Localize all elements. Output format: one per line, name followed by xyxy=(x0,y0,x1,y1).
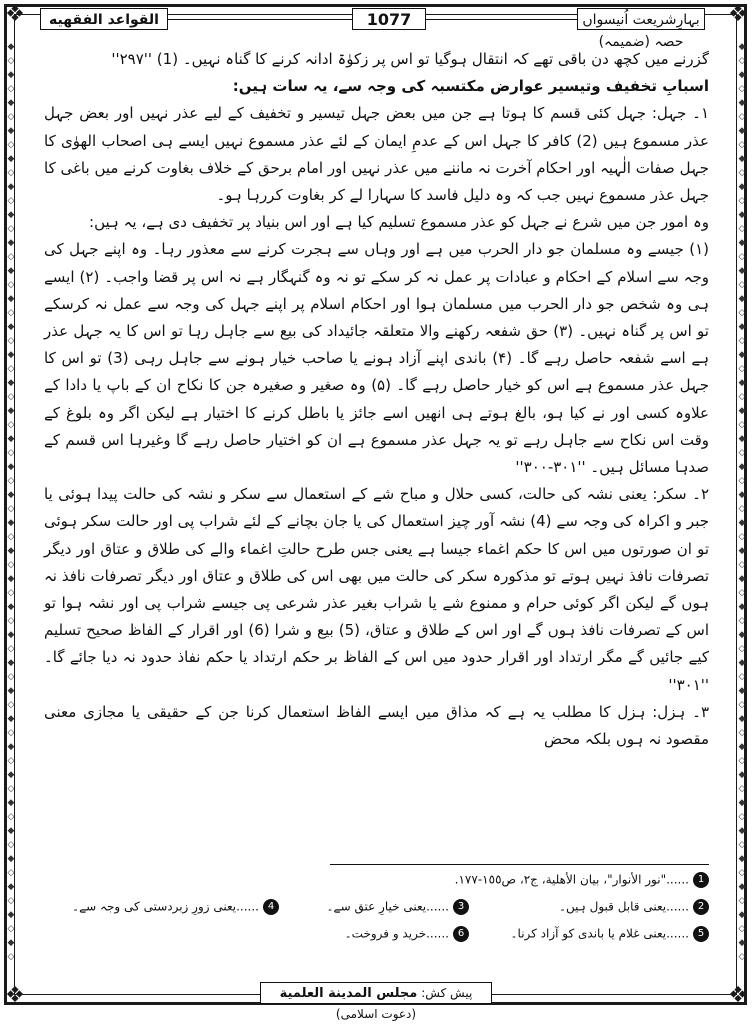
footnote-number: 6 xyxy=(453,926,469,942)
footnote-number: 1 xyxy=(693,872,709,888)
publisher-name: مجلس المدينة العلمية xyxy=(279,986,418,1001)
paragraph: وہ امور جن میں شرع نے جہل کو عذر مسموع تسلیم کیا ہے اور اس بنیاد پر تخفیف دی ہے، یہ ہیں: xyxy=(89,213,709,232)
footnote-text: ......یعنی خیارِ عتق سے۔ xyxy=(326,899,449,914)
footer-suffix: (دعوت اسلامی) xyxy=(335,1007,417,1021)
paragraph: ۳۔ ہزل: ہزل کا مطلب یہ ہے کہ مذاق میں ایسے الفاظ استعمال کرنا جن کے حقیقی یا مجازی معنی مقصود نہ ہوں بلکہ محض xyxy=(44,702,709,749)
footer-prefix: پیش کش: xyxy=(421,986,473,1000)
footnote-number: 4 xyxy=(263,899,279,915)
paragraph: ۲۔ سکر: یعنی نشہ کی حالت، کسی حلال و مباح شے کے استعمال سے سکر و نشہ کی حالت پیدا ہوئی یا جبر و اکراہ کی وجہ سے (4) نشہ آور چیز استعمال کی یا جان بچانے کے لئے شراب پی اور حالت سکر ہوئی تو ان صورتوں میں اس کا حکم اغماء جیسا ہے یعنی جس طرح حالتِ اغماء والے کی طلاق و عتاق اور دیگر تصرفات نافذ نہیں ہوتے تو مذکورہ سکر کی حالت میں بھی اس کی طلاق و عتاق اور دیگر تصرفات نافذ نہ ہوں گے لیکن اگر کوئی حرام و ممنوع شے یا شراب بغیر عذر شرعی پی جیسے شراب پی اور نشہ ہوا تو اس کے تصرفات نافذ ہوں گے اور اس کے طلاق و عتاق، (5) بیع و شرا (6) اور اقرار کے الفاظ صحیح تسلیم کیے جائیں گے مگر ارتداد اور اقرار حدود میں اس کے الفاظ بر حکم ارتداد یا حکم نفاذ حدود نہ دیا جائے گا۔ ''۳۰۱'' xyxy=(44,485,709,694)
footnote-text: ......یعنی زورِ زبردستی کی وجہ سے۔ xyxy=(72,899,259,914)
footnote xyxy=(511,926,710,942)
corner-ornament-icon: ❖ xyxy=(728,2,748,27)
footnote xyxy=(345,926,469,942)
paragraph: (۱) جیسے وہ مسلمان جو دار الحرب میں ہے اور وہاں سے ہجرت کرنے سے معذور رہا۔ وہ اپنے جہل کی وجہ سے اسلام کے احکام و عبادات پر عمل نہ کر سکے تو نہ وہ گنہگار ہے نہ اس پر قضا واجب۔ (۲) ایسے ہی وہ شخص جو دار الحرب میں مسلمان ہوا اور احکام اسلام پر اپنے جہل کی وجہ سے عمل نہ کرسکے تو اس پر گناہ نہیں۔ (۳) حق شفعہ رکھنے والا متعلقہ جائیداد کی بیع سے جاہل رہا تو اس کا یہ جہل عذر ہے اسے شفعہ حاصل رہے گا۔ (۴) باندی اپنے آزاد ہونے یا صاحب خیار ہونے سے جاہل رہی (3) تو اس کا جہل عذر مسموع ہے اس کو خیار حاصل رہے گا۔ (۵) وہ صغیر و صغیرہ جن کا نکاح ان کے باپ یا دادا کے علاوہ کسی اور نے کیا ہو، بالغ ہوتے ہی انھیں اسے جائز یا باطل کرنے کا اختیار ہے لیکن اگر وہ بلوغ کے وقت اس نکاح سے جاہل رہے تو یہ جہل عذر مسموع ہے ان کو اختیار حاصل رہے گا وغیرہا اس قسم کے صدہا مسائل ہیں۔ ''۳۰۱-۳۰۰'' xyxy=(44,240,709,477)
footnote-text: ......یعنی غلام یا باندی کو آزاد کرنا۔ xyxy=(510,926,689,941)
footnote xyxy=(72,899,279,915)
footnote xyxy=(559,899,709,915)
running-title: بہارِشریعت اُنیسواں حصہ (ضمیمہ) xyxy=(577,8,705,30)
corner-ornament-icon: ❖ xyxy=(5,983,25,1008)
publisher-footer xyxy=(260,982,492,1021)
page-number: 1077 xyxy=(352,8,426,30)
main-text xyxy=(44,46,709,753)
footnote xyxy=(327,899,469,915)
border-ornament-icon: ◆ ◇ ◆ ◇ ◆ ◇ ◆ ◇ ◆ ◇ ◆ ◇ ◆ ◇ ◆ ◇ ◆ ◇ ◆ ◇ ◆ ◇ ◆ ◇ ◆ ◇ ◆ ◇ ◆ ◇ ◆ ◇ ◆ ◇ ◆ ◇ ◆ ◇ ◆ ◇ ◆ ◇ ◆ ◇ ◆ ◇ ◆ ◇ ◆ ◇ ◆ ◇ ◆ ◇ ◆ ◇ ◆ ◇ ◆ ◇ ◆ ◇ ◆ ◇ ◆ ◇ xyxy=(738,42,746,962)
section-heading: اسبابِ تخفیف وتیسیر عوارض مکتسبہ کی وجہ سے، یہ سات ہیں: xyxy=(232,77,709,96)
corner-ornament-icon: ❖ xyxy=(728,983,748,1008)
page-header xyxy=(40,6,713,50)
book-title: القواعد الفقهيه xyxy=(40,8,168,30)
footnotes xyxy=(44,870,709,951)
footnote xyxy=(455,872,709,888)
border-ornament-icon: ◆ ◇ ◆ ◇ ◆ ◇ ◆ ◇ ◆ ◇ ◆ ◇ ◆ ◇ ◆ ◇ ◆ ◇ ◆ ◇ ◆ ◇ ◆ ◇ ◆ ◇ ◆ ◇ ◆ ◇ ◆ ◇ ◆ ◇ ◆ ◇ ◆ ◇ ◆ ◇ ◆ ◇ ◆ ◇ ◆ ◇ ◆ ◇ ◆ ◇ ◆ ◇ ◆ ◇ ◆ ◇ ◆ ◇ ◆ ◇ ◆ ◇ ◆ ◇ ◆ ◇ xyxy=(7,42,15,962)
footnote-divider xyxy=(330,864,709,865)
paragraph: گزرنے میں کچھ دن باقی تھے کہ انتقال ہوگیا تو اس پر زکوٰۃ ادانہ کرنے کا گناہ نہیں۔ (1) ''۲۹۷'' xyxy=(111,50,709,68)
corner-ornament-icon: ❖ xyxy=(5,2,25,27)
footnote-number: 5 xyxy=(693,926,709,942)
footnote-number: 2 xyxy=(693,899,709,915)
footnote-number: 3 xyxy=(453,899,469,915)
paragraph: ۱۔ جہل: جہل کئی قسم کا ہوتا ہے جن میں بعض جہل تیسیر و تخفیف کے لیے عذر نہیں اور بعض جہل عذر مسموع ہیں (2) کافر کا جہل اس کے عدمِ ایمان کے لئے عذر مسموع نہیں ایسے ہی اصحاب الھوٰی کا جہل صفات الٰہیہ اور احکام آخرت نہ ماننے میں عذر نہیں اور امام برحق کے خلاف بغاوت کرنے میں باغی کا جہل عذر مسموع نہیں جب کہ وہ دلیل فاسد کا سہارا لے کر بغاوت کررہا ہو۔ xyxy=(44,104,709,205)
footnote-text: ......یعنی قابل قبول ہیں۔ xyxy=(559,899,689,914)
footnote-text: ......خرید و فروخت۔ xyxy=(344,926,449,941)
footnote-text: ......"نور الأنوار"، بيان الأهلية، ج٢، ص١٥٥-١٧٧. xyxy=(454,872,689,887)
